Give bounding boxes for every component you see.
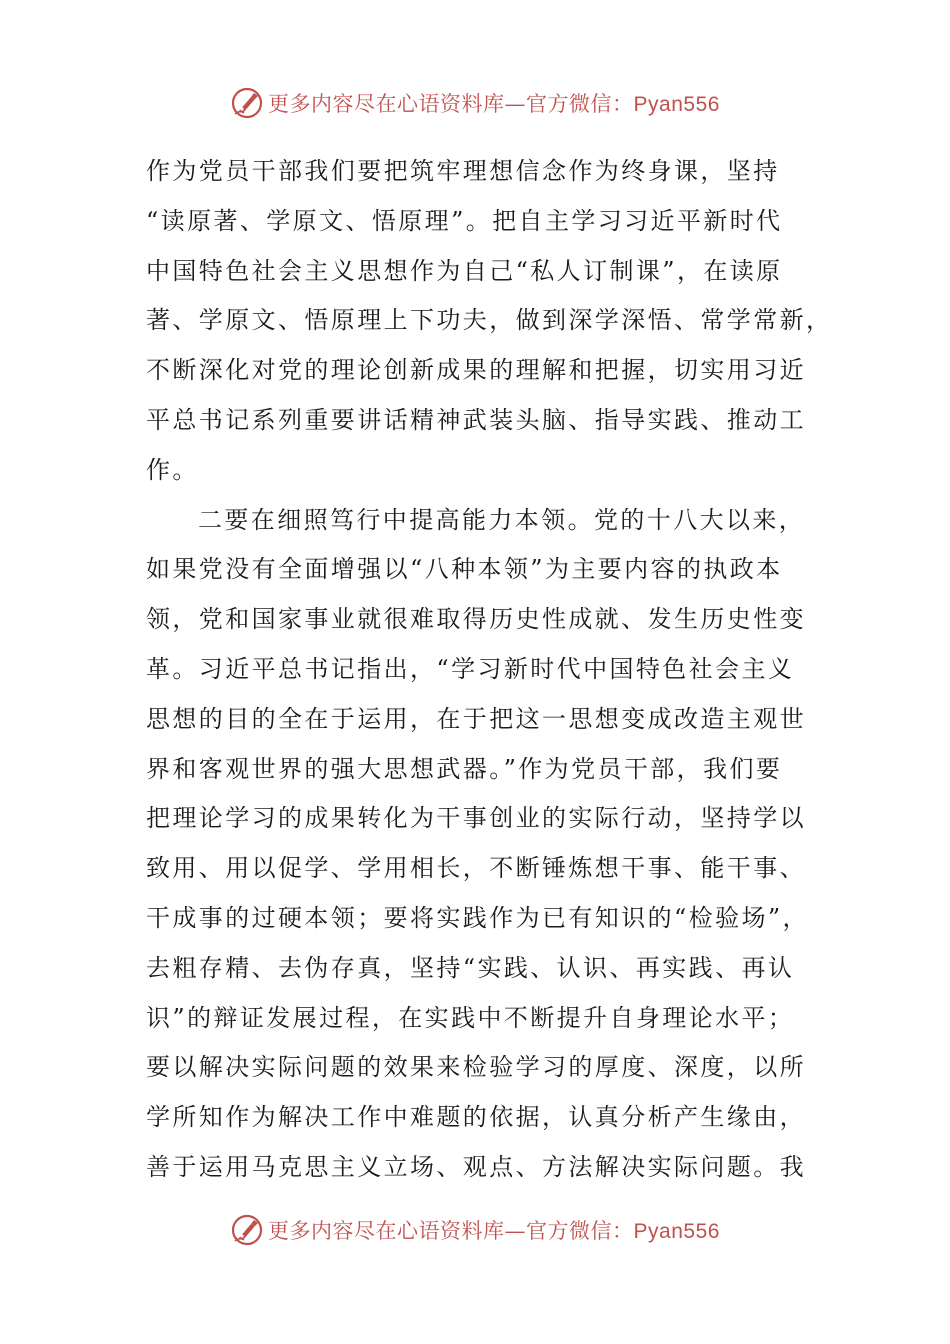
text-line: 如果党没有全面增强以“八种本领”为主要内容的执政本 (146, 555, 783, 584)
pen-nib-logo-icon (230, 86, 264, 120)
text-line: 识”的辩证发展过程，在实践中不断提升自身理论水平； (146, 1003, 795, 1032)
text-line: 干成事的过硬本领；要将实践作为已有知识的“检验场”， (146, 903, 809, 932)
text-line: 平总书记系列重要讲话精神武装头脑、指导实践、推动工 (146, 405, 806, 434)
header-banner-text (268, 88, 720, 118)
text-line: 把理论学习的成果转化为干事创业的实际行动，坚持学以 (146, 804, 806, 833)
text-line: 作为党员干部我们要把筑牢理想信念作为终身课，坚持 (146, 157, 780, 185)
document-body (146, 147, 833, 1193)
text-line: 要以解决实际问题的效果来检验学习的厚度、深度，以所 (146, 1053, 806, 1082)
text-line: 致用、用以促学、学用相长，不断锤炼想干事、能干事、 (146, 854, 806, 883)
footer-banner-text (268, 1215, 720, 1245)
text-line: 界和客观世界的强大思想武器。”作为党员干部，我们要 (146, 754, 783, 783)
footer-banner-dash: — (504, 1219, 527, 1243)
header-banner-wechat-id: Pyan556 (633, 93, 720, 116)
text-line: 中国特色社会主义思想作为自己“私人订制课”，在读原 (146, 256, 783, 285)
text-line: “读原著、学原文、悟原理”。把自主学习习近平新时代 (146, 206, 783, 235)
header-watermark-banner (0, 83, 950, 123)
text-line: 去粗存精、去伪存真，坚持“实践、认识、再实践、再认 (146, 953, 795, 982)
header-banner-wechat-label: 官方微信： (526, 92, 634, 116)
text-line: 革。习近平总书记指出，“学习新时代中国特色社会主义 (146, 654, 795, 683)
header-banner-dash: — (504, 92, 527, 116)
text-line: 善于运用马克思主义立场、观点、方法解决实际问题。我 (146, 1152, 806, 1181)
text-line: 作。 (146, 455, 199, 484)
footer-banner-wechat-id: Pyan556 (633, 1220, 720, 1243)
paragraph-start-line: 二要在细照笃行中提高能力本领。党的十八大以来， (198, 505, 806, 534)
pen-nib-logo-icon (230, 1213, 264, 1247)
text-line: 学所知作为解决工作中难题的依据，认真分析产生缘由， (146, 1103, 806, 1132)
header-banner-main: 更多内容尽在心语资料库 (268, 92, 505, 116)
text-line: 著、学原文、悟原理上下功夫，做到深学深悟、常学常新， (146, 306, 833, 335)
footer-banner-main: 更多内容尽在心语资料库 (268, 1219, 505, 1243)
text-line: 思想的目的全在于运用，在于把这一思想变成改造主观世 (146, 704, 806, 733)
text-line: 不断深化对党的理论创新成果的理解和把握，切实用习近 (146, 356, 806, 385)
text-line: 领，党和国家事业就很难取得历史性成就、发生历史性变 (146, 605, 806, 634)
footer-watermark-banner (0, 1210, 950, 1250)
footer-banner-wechat-label: 官方微信： (526, 1219, 634, 1243)
